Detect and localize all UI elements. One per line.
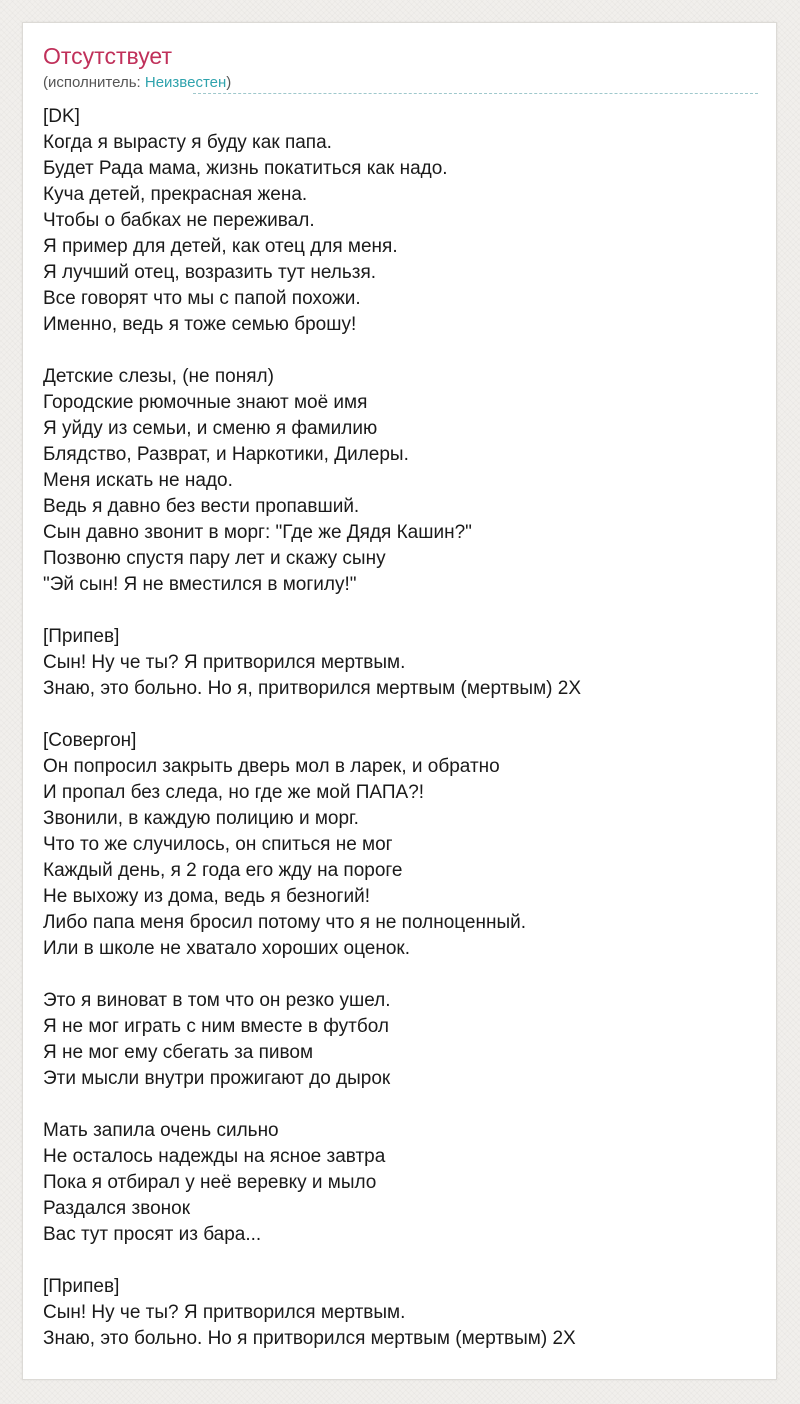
lyric-line: Знаю, это больно. Но я притворился мертвым (мертвым) 2X <box>43 1328 576 1349</box>
lyric-line: Пока я отбирал у неё веревку и мыло <box>43 1172 377 1193</box>
lyrics-verse <box>43 364 758 598</box>
title-divider <box>193 93 758 94</box>
lyric-line: Чтобы о бабках не переживал. <box>43 210 315 231</box>
lyric-line: Городские рюмочные знают моё имя <box>43 392 368 413</box>
lyric-line: Я не мог играть с ним вместе в футбол <box>43 1016 389 1037</box>
lyric-line: Вас тут просят из бара... <box>43 1224 262 1245</box>
lyric-line: Звонили, в каждую полицию и морг. <box>43 808 359 829</box>
lyric-line: [DK] <box>43 106 80 127</box>
lyric-line: Сын давно звонит в морг: "Где же Дядя Кашин?" <box>43 522 472 543</box>
lyric-line: Я не мог ему сбегать за пивом <box>43 1042 314 1063</box>
lyrics-card <box>22 22 777 1380</box>
lyric-line: Ведь я давно без вести пропавший. <box>43 496 360 517</box>
lyric-line: Мать запила очень сильно <box>43 1120 279 1141</box>
lyric-line: Он попросил закрыть дверь мол в ларек, и обратно <box>43 756 500 777</box>
lyric-line: Это я виноват в том что он резко ушел. <box>43 990 391 1011</box>
lyric-line: Я пример для детей, как отец для меня. <box>43 236 398 257</box>
lyric-line: Раздался звонок <box>43 1198 191 1219</box>
lyric-line: Сын! Ну че ты? Я притворился мертвым. <box>43 652 406 673</box>
lyric-line: Каждый день, я 2 года его жду на пороге <box>43 860 403 881</box>
lyric-line: Все говорят что мы с папой похожи. <box>43 288 361 309</box>
lyrics-verse <box>43 988 758 1092</box>
lyric-line: Эти мысли внутри прожигают до дырок <box>43 1068 391 1089</box>
lyric-line: Именно, ведь я тоже семью брошу! <box>43 314 357 335</box>
lyric-line: [Припев] <box>43 1276 120 1297</box>
artist-prefix: (исполнитель: <box>43 74 145 91</box>
lyrics-verse <box>43 624 758 702</box>
lyric-line: Блядство, Разврат, и Наркотики, Дилеры. <box>43 444 409 465</box>
artist-link[interactable]: Неизвестен <box>144 74 227 91</box>
lyric-line: [Совергон] <box>43 730 137 751</box>
lyric-line: Куча детей, прекрасная жена. <box>43 184 308 205</box>
lyrics-verse <box>43 1118 758 1248</box>
lyrics-verse <box>43 1274 758 1352</box>
lyric-line: [Припев] <box>43 626 120 647</box>
artist-suffix: ) <box>226 74 232 91</box>
lyric-line: Знаю, это больно. Но я, притворился мертвым (мертвым) 2X <box>43 678 581 699</box>
lyrics-verse <box>43 104 758 338</box>
lyric-line: Сын! Ну че ты? Я притворился мертвым. <box>43 1302 406 1323</box>
lyric-line: Будет Рада мама, жизнь покатиться как надо. <box>43 158 448 179</box>
lyric-line: И пропал без следа, но где же мой ПАПА?! <box>43 782 425 803</box>
lyric-line: Я лучший отец, возразить тут нельзя. <box>43 262 377 283</box>
lyric-line: Позвоню спустя пару лет и скажу сыну <box>43 548 386 569</box>
song-title: Отсутствует <box>43 43 172 69</box>
lyric-line: Не выхожу из дома, ведь я безногий! <box>43 886 370 907</box>
lyric-line: Детские слезы, (не понял) <box>43 366 274 387</box>
lyric-line: Что то же случилось, он спиться не мог <box>43 834 393 855</box>
lyric-line: Я уйду из семьи, и сменю я фамилию <box>43 418 378 439</box>
lyric-line: Когда я вырасту я буду как папа. <box>43 132 332 153</box>
lyric-line: Меня искать не надо. <box>43 470 233 491</box>
lyric-line: "Эй сын! Я не вместился в могилу!" <box>43 574 357 595</box>
lyric-line: Либо папа меня бросил потому что я не полноценный. <box>43 912 527 933</box>
lyrics-verse <box>43 728 758 962</box>
artist-line <box>43 73 231 93</box>
lyric-line: Или в школе не хватало хороших оценок. <box>43 938 411 959</box>
lyric-line: Не осталось надежды на ясное завтра <box>43 1146 386 1167</box>
lyrics-text <box>43 104 758 1352</box>
